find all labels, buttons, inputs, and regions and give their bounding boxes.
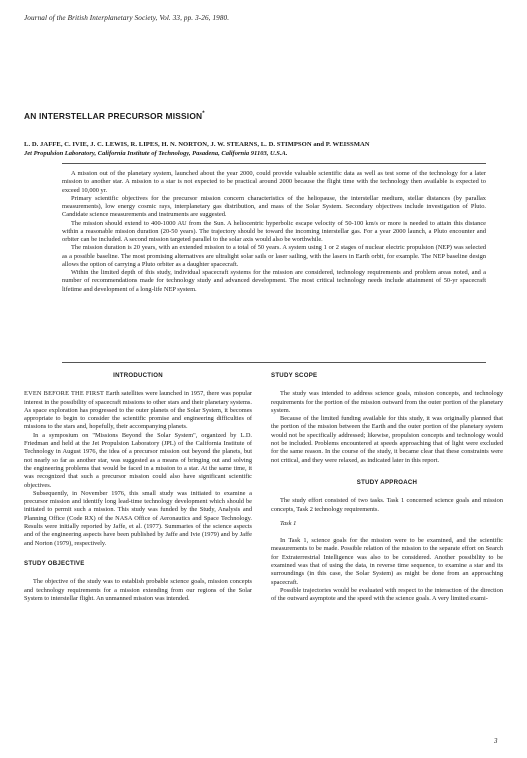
study-objective-paragraph: The objective of the study was to establish probable science goals, mission concepts and technology requirements for a mission extending from our regions of the Solar System to interstellar flight. An unmanned mission was intended. <box>24 578 252 602</box>
left-column <box>24 372 252 603</box>
study-scope-paragraph: The study was intended to address science goals, mission concepts, and technology requirements for the portion of the mission outward from the outer portion of the planetary system. <box>271 390 503 414</box>
introduction-paragraph <box>24 390 252 431</box>
abstract-paragraph: Within the limited depth of this study, individual spacecraft systems for the mission are considered, technology requirements and problem areas noted, and a number of recommendations made for technology study and advanced development. The most critical technology needs include attainment of 50-yr spacecraft lifetime and development of a long-life NEP system. <box>62 269 486 293</box>
title-text: AN INTERSTELLAR PRECURSOR MISSION <box>24 111 203 121</box>
abstract-paragraph: A mission out of the planetary system, launched about the year 2000, could provide valuable scientific data as well as test some of the technology for a later mission to another star. A mission to a star is not expected to be practical around 2000 because the flight time with the technology then available is expected to exceed 10,000 yr. <box>62 170 486 194</box>
study-scope-heading: STUDY SCOPE <box>271 372 318 379</box>
introduction-paragraph: In a symposium on "Missions Beyond the Solar System", organized by L.D. Friedman and held at the Jet Propulsion Laboratory (JPL) of the California Institute of Technology in August 1976, the idea of a precursor mission out beyond the planets, but not nearly so far as another star, was suggested as a means of bringing out and solving the engineering problems that would be faced in a mission to a star. At the same time, it was recognized that such a precursor mission could also have significant scientific objectives. <box>24 431 252 489</box>
page-number: 3 <box>494 737 498 745</box>
abstract <box>62 170 486 294</box>
abstract-top-rule <box>62 163 486 164</box>
introduction-paragraph: Subsequently, in November 1976, this small study was initiated to examine a precursor mission and identify long lead-time technology development which should be initiated to permit such a mission. This study was funded by the Study, Analysis and Planning Office (Code RX) of the NASA Office of Aeronautics and Space Technology. Results were initially reported by Jaffe, et al. (1977). Summaries of the science aspects and of the engineering aspects have been published by Jaffe and Ivie (1979) and by Jaffe and Norton (1979), respectively. <box>24 489 252 547</box>
author-affiliation: Jet Propulsion Laboratory, California Institute of Technology, Pasadena, California 91103, U.S.A. <box>24 150 288 157</box>
abstract-paragraph: The mission duration is 20 years, with an extended mission to a total of 50 years. A system using 1 or 2 stages of nuclear electric propulsion (NEP) was selected as a possible baseline. The most promising alternatives are ultralight solar sails or laser sailing, with the lasers in Earth orbit, for example. The NEP baseline design allows the option of carrying a Pluto orbiter as a daughter spacecraft. <box>62 244 486 268</box>
introduction-paragraph-rest: Earth satellites were launched in 1957, there was popular interest in the possibility of spacecraft missions to other stars and their planetary systems. As space exploration has progressed to the outer planets of the Solar System, it becomes appropriate to begin to consider the scientific promise and engineering difficulties of missions to the stars and, hopefully, their accompanying planets. <box>24 390 252 431</box>
task-1-subheading: Task 1 <box>280 519 297 527</box>
study-scope-paragraph: Because of the limited funding available for this study, it was originally planned that the portion of the mission between the Earth and the outer portion of the planetary system would not be specifically addressed; likewise, propulsion concepts and technology would not be included. Problems encountered at speeds approaching that of light were excluded for the same reason. In the course of the study, it became clear that these constraints were not critical, and they were relaxed, as indicated later in this report. <box>271 415 503 464</box>
study-approach-heading: STUDY APPROACH <box>356 478 418 486</box>
study-objective-heading: STUDY OBJECTIVE <box>24 559 85 567</box>
title-footnote-mark: * <box>202 111 205 117</box>
right-column <box>271 372 503 604</box>
abstract-bottom-rule <box>62 362 486 363</box>
abstract-paragraph: The mission should extend to 400-1000 AU from the Sun. A heliocentric hyperbolic escape velocity of 50-100 km/s or more is needed to attain this distance within a reasonable mission duration (20-50 years). The trajectory should be toward the incoming interstellar gas. For a year 2000 launch, a Pluto encounter and orbiter can be included. A second mission targeted parallel to the solar axis would also be worthwhile. <box>62 219 486 243</box>
author-list: L. D. JAFFE, C. IVIE, J. C. LEWIS, R. LIPES, H. N. NORTON, J. W. STEARNS, L. D. STIMPSON and P. WEISSMAN <box>24 141 370 148</box>
paper-title <box>24 111 504 121</box>
study-approach-paragraph: Possible trajectories would be evaluated with respect to the interaction of the direction of the outward asymptote and the speed with the science goals. A very limited exami- <box>271 586 503 603</box>
abstract-paragraph: Primary scientific objectives for the precursor mission concern characteristics of the heliopause, the interstellar medium, stellar distances (by parallax measurements), low energy cosmic rays, interplanetary gas distribution, and mass of the Solar System. Secondary objectives include investigation of Pluto. Candidate science measurements and instruments are suggested. <box>62 194 486 219</box>
introduction-heading: INTRODUCTION <box>113 372 163 379</box>
introduction-lead-words: EVEN BEFORE THE FIRST <box>24 390 105 398</box>
study-approach-paragraph: In Task 1, science goals for the mission were to be examined, and the scientific measurements to be made. Possible relation of the mission to the separate effort on Search for Extraterrestrial Intelligence was also to be considered. Another possibility to be examined was that of using the data, in reverse time sequence, to examine a star and its surroundings (in this case, the Solar System) as might be done from an approaching spacecraft. <box>271 537 503 586</box>
study-approach-paragraph: The study effort consisted of two tasks. Task 1 concerned science goals and mission concepts, Task 2 technology requirements. <box>271 497 503 513</box>
journal-citation: Journal of the British Interplanetary Society, Vol. 33, pp. 3-26, 1980. <box>24 14 230 22</box>
